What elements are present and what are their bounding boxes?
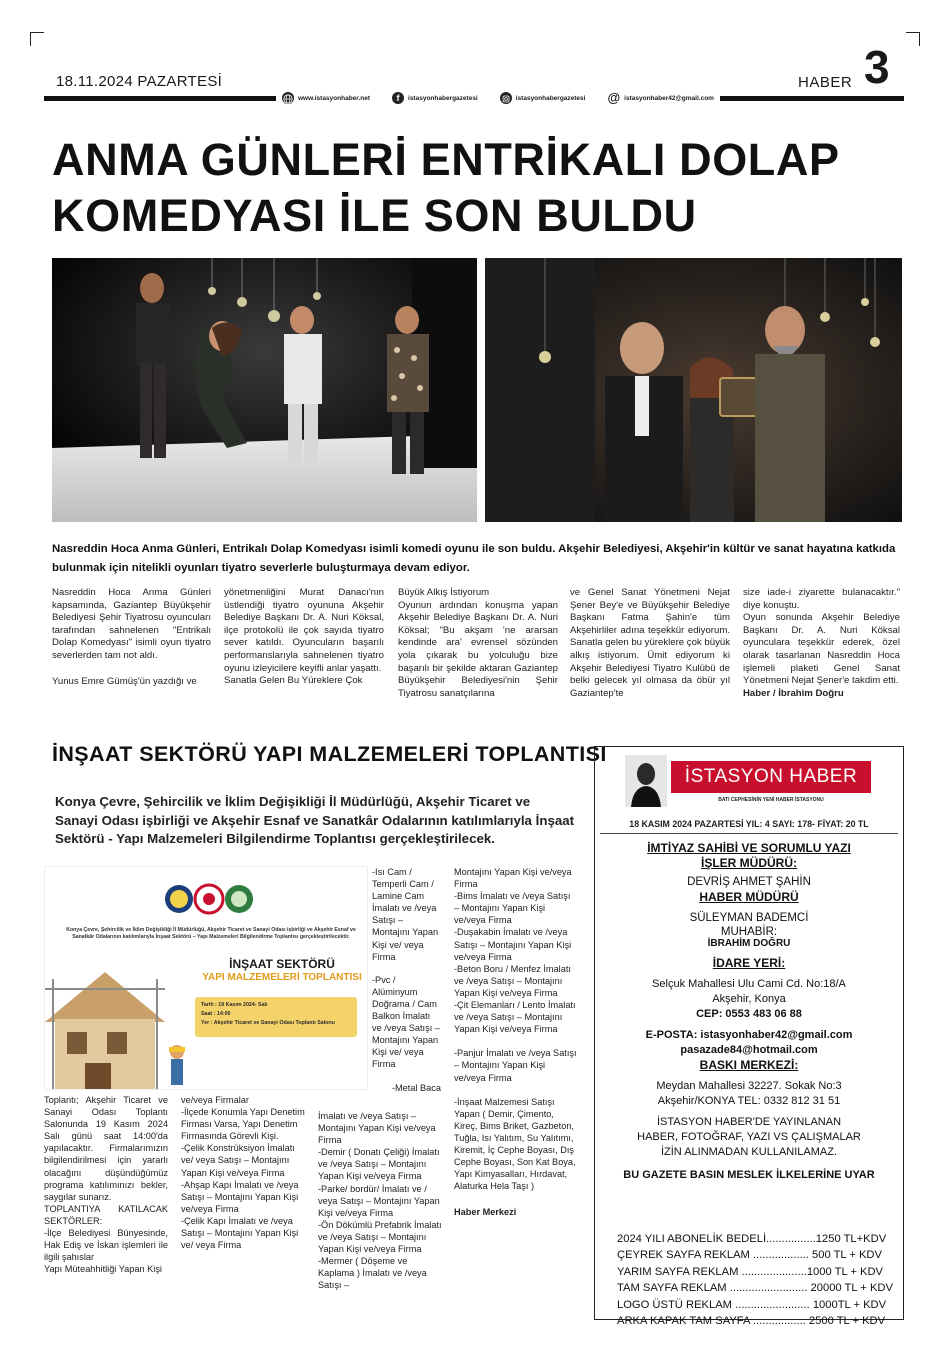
article1-col1-para1: Nasreddin Hoca Anma Günleri kapsamında, Gaziantep Büyükşehir Belediyesi Şehir Tiyatrosu oyuncuları tarafından sahnelenen "Entrikalı Dolap Komedyası" isimli oyun tiyatro severlerden tam not aldı. [52, 587, 211, 661]
list-item: Montajını Yapan Kişi ve/veya Firma [454, 867, 572, 890]
phone-number: CEP: 0553 483 06 88 [696, 1008, 802, 1020]
article1-col1-para2: Yunus Emre Gümüş'ün yazdığı ve [52, 675, 197, 687]
poster-title-2: YAPI MALZEMELERİ TOPLANTISI [202, 972, 362, 983]
list-item: -Beton Boru / Menfez İmalatı ve /veya Satışı – Montajını Yapan Kişi ve/veya Firma [454, 963, 571, 998]
print-address-2: Akşehir/KONYA TEL: 0332 812 31 51 [657, 1095, 841, 1107]
article1-col2-para1: yönetmenliğini Murat Danacı'nın üstlendiği tiyatro oyununa Akşehir Belediye Başkanı Dr. A. Nuri Köksal, ilçe protokolü ile çok sayıda tiyatro sever katıldı. Oyuncuların başarılı performanslarıyla sahnelenen tiyatro oyunu izleyicilere keyifli anlar yaşattı. [224, 587, 384, 674]
list-item: ve/veya Firmalar [181, 1095, 249, 1105]
list-item: -İnşaat Malzemesi Satışı Yapan ( Demir, Çimento, Kireç, Bims Briket, Gazbeton, Tuğla, Isı Yalıtım, Su Yalıtımı, Kiremit, İç Cephe Boyası, Dış Cephe Boyası, Son Kat Boya, Yapı Kimyasalları, Hırdavat, Alaturka Hela Taşı ) [454, 1096, 576, 1192]
print-center-title: BASKI MERKEZİ: [699, 1058, 799, 1072]
article1-col5-para2: Oyun sonunda Akşehir Belediye Başkanı Dr. A. Nuri Köksal oyunculara teşekkür ederek, özel olarak tasarlanan Nasreddin Hoca işlemeli plaketi Genel Sanat Yönetmeni Nejat Şener'e takdim etti. [743, 612, 900, 687]
header-links [276, 90, 720, 106]
photo-theatre-stage [52, 258, 477, 522]
list-item: -Metal Baca [391, 1082, 441, 1093]
crop-mark-top-left [30, 32, 44, 46]
list-item: -Ahşap Kapı İmalatı ve /veya Satışı – Montajını Yapan Kişi ve/veya Firma [181, 1179, 299, 1214]
article1-byline: Haber / İbrahim Doğru [743, 687, 844, 699]
article2-lead: Konya Çevre, Şehircilik ve İklim Değişikliği İl Müdürlüğü, Akşehir Ticaret ve Sanayi Odası işbirliği ve Akşehir Esnaf ve Sanatkâr Odalarının katılımlarıyla İnşaat Sektörü - Yapı Malzemeleri Bilgilendirme Toplantısı gerçekleştirilecek. [55, 794, 575, 847]
website-text: www.istasyonhaber.net [298, 94, 371, 102]
article2-sectors-heading: TOPLANTIYA KATILACAK SEKTÖRLER: [44, 1203, 168, 1226]
imprint-body [595, 841, 903, 1183]
list-item: -Panjur İmalatı ve /veya Satışı – Montajını Yapan Kişi ve/veya Firma [454, 1048, 577, 1083]
imprint-box [594, 746, 904, 1328]
email-text: istasyonhaber42@gmail.com [624, 94, 714, 102]
article2-column-3-top [372, 866, 441, 1105]
website-link[interactable] [282, 92, 370, 104]
admin-address-1: Selçuk Mahallesi Ulu Cami Cd. No:18/A [652, 978, 846, 990]
poster-date-value: : 19 Kasım 2024- Salı [215, 1002, 268, 1008]
list-item: -Çelik Konstrüksiyon İmalatı ve/ veya Satışı – Montajını Yapan Kişi ve/veya Firma [181, 1143, 295, 1178]
article2-headline: İNŞAAT SEKTÖRÜ YAPI MALZEMELERİ TOPLANTISI [52, 742, 607, 766]
crop-mark-top-right [906, 32, 920, 46]
article2-column-4 [454, 866, 578, 1229]
price-row: 2024 YILI ABONELİK BEDELİ................1250 TL+KDV [617, 1233, 887, 1245]
section-label: HABER [798, 74, 853, 91]
copyright-notice-2: HABER, FOTOĞRAF, YAZI VS ÇALIŞMALAR [637, 1131, 861, 1143]
facebook-text: istasyonhabergazetesi [408, 94, 478, 102]
headline-line-2: KOMEDYASI İLE SON BULDU [52, 190, 697, 241]
admin-title: İDARE YERİ: [712, 956, 786, 970]
article2-col1-item2: Yapı Müteahhitliği Yapan Kişi [44, 1264, 162, 1275]
article1-col3-para: Oyunun ardından konuşma yapan Akşehir Belediye Başkanı Dr. A. Nuri Köksal; "Bu akşam 'ne ararsan kendinde ara' evrensel sözünden yola çıkarak bu yolculuğu bize başarılı bir şekilde aktaran Gaziantep Büyükşehir Belediyesi'nin Şehir Tiyatrosu sanatçılarına [398, 599, 558, 699]
at-icon: @ [607, 90, 621, 105]
poster-title-1: İNŞAAT SEKTÖRÜ [229, 957, 335, 971]
meeting-poster [44, 866, 368, 1090]
headline-line-1: ANMA GÜNLERİ ENTRİKALI DOLAP [52, 134, 840, 185]
poster-place-label: Yer [201, 1020, 210, 1026]
article1-col4-para: ve Genel Sanat Yönetmeni Nejat Şener Bey'e ve Büyükşehir Belediye Başkanı Fatma Şahin'e tüm Akşehirliler adına teşekkür ediyorum. Sanatla gelen bu yüreklere çok büyük alkış istiyorum. Ümit ediyorum ki Akşehir Belediyesi Tiyatro Kulübü de belki gelecek yıl olmasa da öbür yıl Gaziantep'te [570, 587, 730, 699]
list-item: İmalatı ve /veya Satışı – Montajını Yapan Kişi ve/veya Firma [318, 1111, 436, 1146]
article2-column-1 [44, 1094, 168, 1275]
article1-headline [52, 132, 912, 244]
masthead-logo: İSTASYON HABER [671, 761, 871, 793]
list-item: -Pvc / Alüminyum Doğrama / Cam Balkon İmalatı ve /veya Satışı – Montajını Yapan Kişi ve/ veya Firma [372, 974, 440, 1070]
reporter-title: MUHABİR: [720, 926, 778, 938]
poster-date-label: Tarih [201, 1002, 214, 1008]
poster-intro: Konya Çevre, Şehircilik ve İklim Değişikliği İl Müdürlüğü, Akşehir Ticaret ve Sanayi Odası işbirliği ve Akşehir Esnaf ve Sanatkâr Odalarının katılımlarıyla İnşaat Sektörü – Yapı Malzemeleri Bilgilendirme Toplantısı gerçekleştirilecektir. [66, 927, 356, 940]
article1-col5-para1: size iade-i ziyarette bulanacaktır." diye konuştu. [743, 587, 900, 611]
ad-price-list [617, 1231, 893, 1329]
globe-icon [282, 92, 294, 104]
page-number: 3 [864, 41, 890, 93]
list-item: -Ön Dökümlü Prefabrik İmalatı ve /veya Satışı – Montajını Yapan Kişi ve/veya Firma [318, 1219, 442, 1255]
ethics-statement: BU GAZETE BASIN MESLEK İLKELERİNE UYAR [623, 1169, 875, 1181]
article2-column-2 [181, 1094, 305, 1251]
list-item: -Duşakabin İmalatı ve /veya Satışı – Montajını Yapan Kişi ve/veya Firma [454, 927, 572, 962]
article2-byline: Haber Merkezi [454, 1207, 517, 1218]
owner-title-2: İŞLER MÜDÜRÜ: [701, 856, 797, 870]
poster-time-label: Saat [201, 1011, 213, 1017]
editor-title: HABER MÜDÜRÜ [699, 890, 799, 904]
article1-column-4 [570, 587, 730, 700]
copyright-notice-3: İZİN ALINMADAN KULLANILAMAZ. [660, 1146, 838, 1158]
article1-column-5 [743, 587, 900, 700]
facebook-icon: f [392, 92, 404, 104]
portrait-image [625, 755, 667, 807]
poster-time-value: : 14:00 [213, 1011, 231, 1017]
instagram-icon [500, 92, 512, 104]
article1-lead: Nasreddin Hoca Anma Günleri, Entrikalı Dolap Komedyası isimli komedi oyunu ile son buldu. Akşehir Belediyesi, Akşehir'in kültür ve sanat hayatına katkıda bulunmak için nitelikli oyunları tiyatro severlerle buluşturmaya devam ediyor. [52, 543, 896, 574]
photo-award-ceremony [485, 258, 902, 522]
reporter-name: İBRAHİM DOĞRU [707, 938, 791, 949]
email-secondary: pasazade84@hotmail.com [680, 1044, 818, 1056]
list-item: -Çelik Kapı İmalatı ve /veya Satışı – Montajını Yapan Kişi ve/ veya Firma [181, 1215, 299, 1251]
instagram-link[interactable] [500, 92, 586, 104]
price-row: LOGO ÜSTÜ REKLAM ........................ 1000TL + KDV [617, 1298, 887, 1311]
list-item: -Çit Elemanları / Lento İmalatı ve /veya Satışı – Montajını Yapan Kişi ve/veya Firma [454, 1000, 576, 1035]
poster-place-value: : Akşehir Ticaret ve Sanayi Odası Toplantı Salonu [210, 1020, 335, 1026]
article1-column-1 [52, 587, 211, 688]
article1-col3-subhead: Büyük Alkış İstiyorum [398, 587, 490, 598]
issue-line: 18 KASIM 2024 PAZARTESİ YIL: 4 SAYI: 178- FİYAT: 20 TL [629, 819, 869, 829]
copyright-notice-1: İSTASYON HABER'DE YAYINLANAN [656, 1116, 842, 1128]
article1-col2-para2: Sanatla Gelen Bu Yüreklere Çok [224, 675, 363, 687]
article2-column-3-bottom [318, 1110, 442, 1291]
article2-col1-item: -İlçe Belediyesi Bünyesinde, Hak Ediş ve İskan işlemleri ile ilgili şahıslar [44, 1228, 168, 1263]
article2-col1-para: Toplantı; Akşehir Ticaret ve Sanayi Odası Toplantı Salonunda 19 Kasım 2024 Salı günü saat 14:00'da yapılacaktır. Firmalarımızın bilgilendirilmesi için yararlı olacağını düşündüğümüz programa katılımınızı bekler, saygılar sunarız. [44, 1095, 168, 1202]
email-link[interactable] [607, 92, 713, 104]
price-row: TAM SAYFA REKLAM ......................... 20000 TL + KDV [617, 1282, 893, 1295]
email-primary: E-POSTA: istasyonhaber42@gmail.com [645, 1029, 853, 1041]
list-item: -Bims İmalatı ve /veya Satışı – Montajını Yapan Kişi ve/veya Firma [454, 891, 571, 926]
issue-date: 18.11.2024 PAZARTESİ [56, 73, 223, 90]
article1-column-2 [224, 587, 384, 688]
owner-name: DEVRİŞ AHMET ŞAHİN [687, 876, 811, 888]
instagram-text: istasyonhabergazetesi [515, 94, 586, 102]
article1-column-3 [398, 587, 558, 700]
imprint-rule [600, 833, 898, 834]
print-address-1: Meydan Mahallesi 32227. Sokak No:3 [656, 1080, 842, 1092]
masthead-slogan: BATI CEPHESİNİN YENİ HABER İSTASYONU [718, 797, 824, 803]
list-item: -Mermer ( Döşeme ve Kaplama ) İmalatı ve /veya Satışı – [318, 1256, 427, 1291]
imprint-masthead [625, 755, 875, 807]
editor-name: SÜLEYMAN BADEMCİ [689, 912, 809, 924]
admin-address-2: Akşehir, Konya [712, 993, 786, 1005]
price-row: ARKA KAPAK TAM SAYFA ................. 2500 TL + KDV [617, 1315, 886, 1328]
facebook-link[interactable] [392, 92, 478, 104]
list-item: -Isı Cam / Temperli Cam / Lamine Cam İmalatı ve /veya Satışı – Montajını Yapan Kişi ve/ veya Firma [372, 867, 439, 962]
owner-title-1: İMTİYAZ SAHİBİ VE SORUMLU YAZI [647, 841, 851, 855]
poster-details [195, 997, 357, 1037]
list-item: -İlçede Konumla Yapı Denetim Firması Varsa, Yapı Denetim Firmasında Görevli Kişi. [181, 1107, 305, 1142]
list-item: -Parke/ bordür/ İmalatı ve / veya Satışı – Montajını Yapan Kişi ve/veya Firma [318, 1183, 440, 1218]
list-item: -Demir ( Donatı Çeliği) İmalatı ve /veya Satışı – Montajını Yapan Kişi ve/veya Firma [318, 1147, 440, 1182]
price-row: ÇEYREK SAYFA REKLAM .................. 500 TL + KDV [617, 1249, 882, 1262]
price-row: YARIM SAYFA REKLAM .....................1000 TL + KDV [617, 1265, 884, 1278]
